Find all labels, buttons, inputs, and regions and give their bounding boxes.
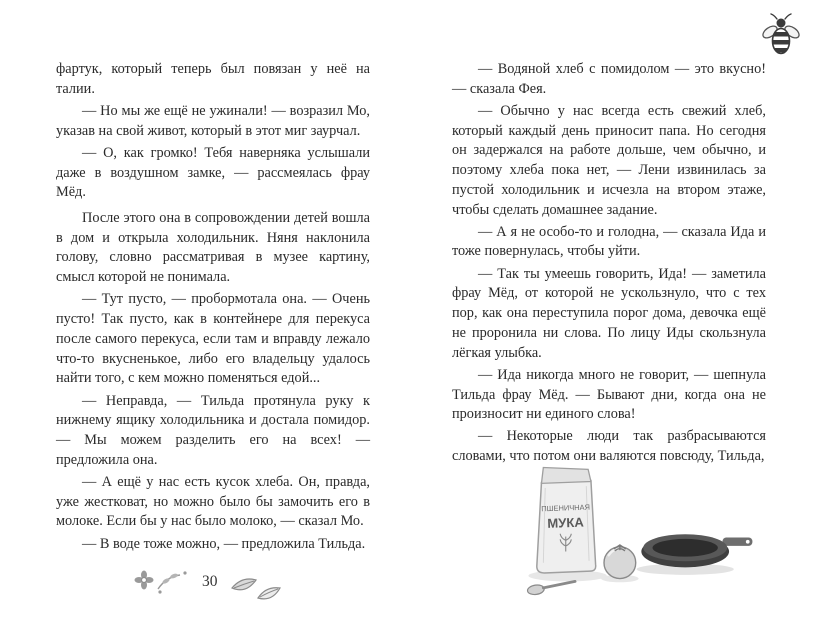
flour-bag-label-line1: ПШЕНИЧНАЯ — [541, 502, 591, 514]
flower-ornament — [130, 567, 192, 597]
flour-bag — [537, 468, 596, 573]
paragraph: — Тут пусто, — пробормотала она. — Очень пусто! Так пусто, как в контейнере для перекуса после самого перекуса, если там и вправду лежало что-то вкусненькое, либо его владельцу удалось найти того, с кем можно поменяться едой... — [56, 291, 370, 387]
frying-pan — [641, 534, 752, 567]
paragraph: — А ещё у нас есть кусок хлеба. Он, правда, уже жестковат, но можно было бы замочить его в молоке. Если бы у нас было молоко, — сказал Мо. — [56, 473, 370, 530]
paragraph: — Но мы же ещё не ужинали! — возразил Мо, указав на свой живот, который в этот миг заурчал. — [56, 102, 370, 139]
paragraph: — Неправда, — Тильда протянула руку к нижнему ящику холодильника и достала помидор. — Мы можем разделить его на всех! — предложила она. — [56, 392, 370, 468]
paragraph: — А я не особо-то и голодна, — сказала Ида и тоже повернулась, чтобы уйти. — [452, 223, 766, 260]
paragraph: — В воде тоже можно, — предложила Тильда. — [82, 535, 366, 552]
bee-icon — [760, 12, 802, 58]
paragraph: — Водяной хлеб с помидолом — это вкусно! — сказала Фея. — [452, 61, 766, 97]
leaf-ornament — [228, 574, 284, 604]
paragraph: — Некоторые люди так разбрасываются словами, что потом они валяются повсюду, Тильда, — [452, 428, 766, 465]
paragraph: — О, как громко! Тебя наверняка услышали даже в воздушном замке, — рассмеялась фрау Мёд. — [56, 144, 370, 201]
left-page-text — [56, 60, 370, 557]
paragraph: После этого она в сопровождении детей вошла в дом и открыла холодильник. Няня наклонила голову, словно рассматривая в музее картину, смысл которой не понимала. — [56, 210, 370, 286]
page-footer — [130, 560, 284, 604]
paragraph: — Ида никогда много не говорит, — шепнула Тильда фрау Мёд. — Бывают дни, когда она не произносит ни единого слова! — [452, 366, 766, 423]
paragraph: фартук, который теперь был повязан у неё на талии. — [56, 61, 370, 97]
right-page-text — [452, 60, 766, 469]
kitchen-illustration — [478, 458, 758, 610]
page-number: 30 — [202, 573, 218, 590]
spoon-icon — [527, 581, 575, 595]
paragraph: — Так ты умеешь говорить, Ида! — заметила фрау Мёд, от которой не ускользнуло, что с тех пор, как она переступила порог дома, девочка ещё не проронила ни слова. По лицу Иды скользнула лёгкая улыбка. — [452, 265, 766, 361]
tomato — [604, 545, 636, 579]
flour-bag-label-line2: МУКА — [547, 514, 585, 531]
paragraph: — Обычно у нас всегда есть свежий хлеб, который каждый день приносит папа. Но сегодня он задержался на работе дольше, чем обычно, и поэтому хлеба пока нет, — Лени извинилась за пустой холодильник и исчезла на втором этаже, чтобы сделать домашнее задание. — [452, 102, 766, 218]
